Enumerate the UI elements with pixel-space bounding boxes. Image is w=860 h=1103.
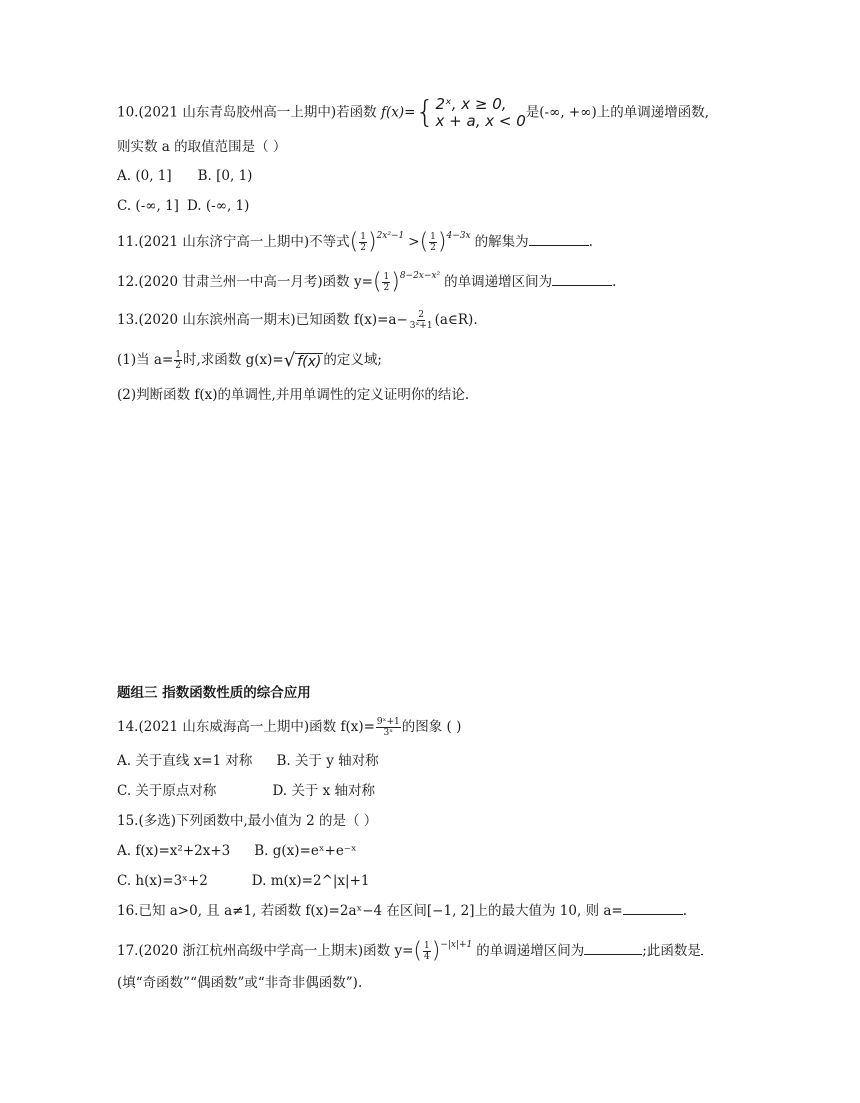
q10-option-a: A. (0, 1]: [117, 168, 172, 184]
q12-stem-end: 的单调递增区间为: [444, 274, 553, 290]
q11-answer-blank[interactable]: [529, 233, 589, 246]
q13-p1-denominator: 2: [175, 361, 182, 371]
q11-stem: 11.(2021 山东济宁高一上期中)不等式: [117, 234, 350, 250]
q10-function: f(x)=: [380, 104, 416, 121]
q13-p1-suffix: 的定义域;: [323, 352, 382, 368]
q10-option-b: B. [0, 1): [197, 168, 253, 184]
question-14: [117, 717, 461, 738]
q15-options-row2: [117, 871, 370, 891]
section-title: 题组三 指数函数性质的综合应用: [117, 685, 311, 701]
q14-stem-end: 的图象 ( ): [401, 719, 462, 735]
q13-part-1: [117, 350, 382, 371]
q12-stem: 12.(2020 甘肃兰州一中高一月考)函数 y=: [117, 274, 373, 290]
q10-option-d: D. (-∞, 1): [186, 198, 250, 214]
q10-stem-line2: 则实数 a 的取值范围是（ ）: [117, 139, 287, 155]
q10-case-2: x + a, x < 0: [435, 112, 526, 130]
brace-icon: {: [415, 95, 435, 130]
q14-numerator: 9ˣ+1: [376, 717, 400, 727]
q15-option-c: C. h(x)=3ˣ+2: [117, 873, 208, 889]
q17-stem-mid2: ;此函数是: [642, 943, 701, 959]
q10-piecewise: [415, 96, 525, 130]
q14-options-row2: [117, 781, 375, 801]
q14-stem: 14.(2021 山东威海高一上期中)函数 f(x)=: [117, 719, 375, 735]
q17-exponent: −|x|+1: [440, 940, 473, 950]
q11-operator: >: [408, 234, 420, 250]
q15-options-row1: [117, 841, 357, 861]
q16-stem: 16.已知 a>0, 且 a≠1, 若函数 f(x)=2aˣ−4 在区间[−1, 2]上的最大值为 10, 则 a=: [117, 903, 623, 919]
q15-option-d: D. m(x)=2^|x|+1: [251, 873, 370, 889]
q17-answer-blank-1[interactable]: [584, 942, 642, 955]
q16-period: .: [682, 903, 688, 919]
q13-p1-radicand: f(x): [297, 353, 322, 370]
q13-stem-end: (a∈R).: [434, 312, 478, 328]
question-16: [117, 901, 687, 921]
q13-denominator: 3ˣ+1: [409, 321, 433, 331]
q13-part-2: (2)判断函数 f(x)的单调性,并用单调性的定义证明你的结论.: [117, 387, 470, 403]
q17-answer-blank-2[interactable]: [701, 942, 703, 955]
q15-option-a: A. f(x)=x²+2x+3: [117, 843, 231, 859]
q17-stem-line2: (填“奇函数”“偶函数”或“非奇非偶函数”).: [117, 975, 363, 991]
question-12: 12.(2020 甘肃兰州一中高一月考)函数 y=( $\frac{1}{2}$ )$^{8-2x-x^2}$ 的单调递增区间为 .: [117, 269, 617, 295]
question-10: [117, 96, 709, 130]
q10-options-row2: [117, 196, 249, 216]
q11-exponent-1: 2x²−1: [376, 231, 405, 241]
q11-exponent-2: 4−3x: [446, 231, 471, 241]
q12-exponent: 8−2x−x²: [399, 271, 441, 281]
q17-stem-mid: 的单调递增区间为: [476, 943, 585, 959]
q10-stem: 10.(2021 山东青岛胶州高一上期中)若函数: [117, 104, 381, 121]
q11-stem-end: 的解集为: [474, 234, 529, 250]
q13-numerator: 2: [418, 310, 425, 320]
q13-stem: 13.(2020 山东滨州高一期末)已知函数 f(x)=a−: [117, 312, 408, 328]
q12-answer-blank[interactable]: [552, 273, 612, 286]
q16-answer-blank[interactable]: [623, 902, 683, 915]
q14-option-c: C. 关于原点对称: [117, 783, 217, 799]
q10-case-1: 2ˣ, x ≥ 0,: [435, 95, 507, 113]
q13-p1-mid: 时,求函数 g(x)=: [183, 352, 284, 368]
q10-option-c: C. (-∞, 1]: [117, 198, 179, 214]
question-15: 15.(多选)下列函数中,最小值为 2 的是（ ）: [117, 813, 378, 829]
q10-options-row1: [117, 166, 252, 186]
sqrt-icon: √ f(x): [283, 349, 322, 371]
question-17: 17.(2020 浙江杭州高级中学高一上期末)函数 y=( $\frac{1}{4}$ )$^{-|x|+1}$ 的单调递增区间为 ;此函数是: [117, 938, 701, 964]
q13-p1-prefix: (1)当 a=: [117, 352, 174, 368]
q13-p1-numerator: 1: [175, 350, 182, 360]
q14-denominator: 3ˣ: [383, 728, 394, 738]
q17-stem: 17.(2020 浙江杭州高级中学高一上期末)函数 y=: [117, 943, 414, 959]
q14-options-row1: [117, 751, 379, 771]
q12-period: .: [612, 274, 617, 290]
q11-period: .: [588, 234, 593, 250]
q14-option-b: B. 关于 y 轴对称: [276, 753, 379, 769]
q14-option-a: A. 关于直线 x=1 对称: [117, 753, 253, 769]
question-11: 11.(2021 山东济宁高一上期中)不等式( $\frac{1}{2}$ )$^{2x^2-1}$ >( $\frac{1}{2}$ )$^{4-3x}$ 的解集为 .: [117, 229, 593, 255]
question-13: [117, 310, 478, 331]
q10-stem-end: 是(-∞, +∞)上的单调递增函数,: [525, 104, 710, 121]
q15-option-b: B. g(x)=eˣ+e⁻ˣ: [254, 843, 357, 859]
q14-option-d: D. 关于 x 轴对称: [272, 783, 376, 799]
